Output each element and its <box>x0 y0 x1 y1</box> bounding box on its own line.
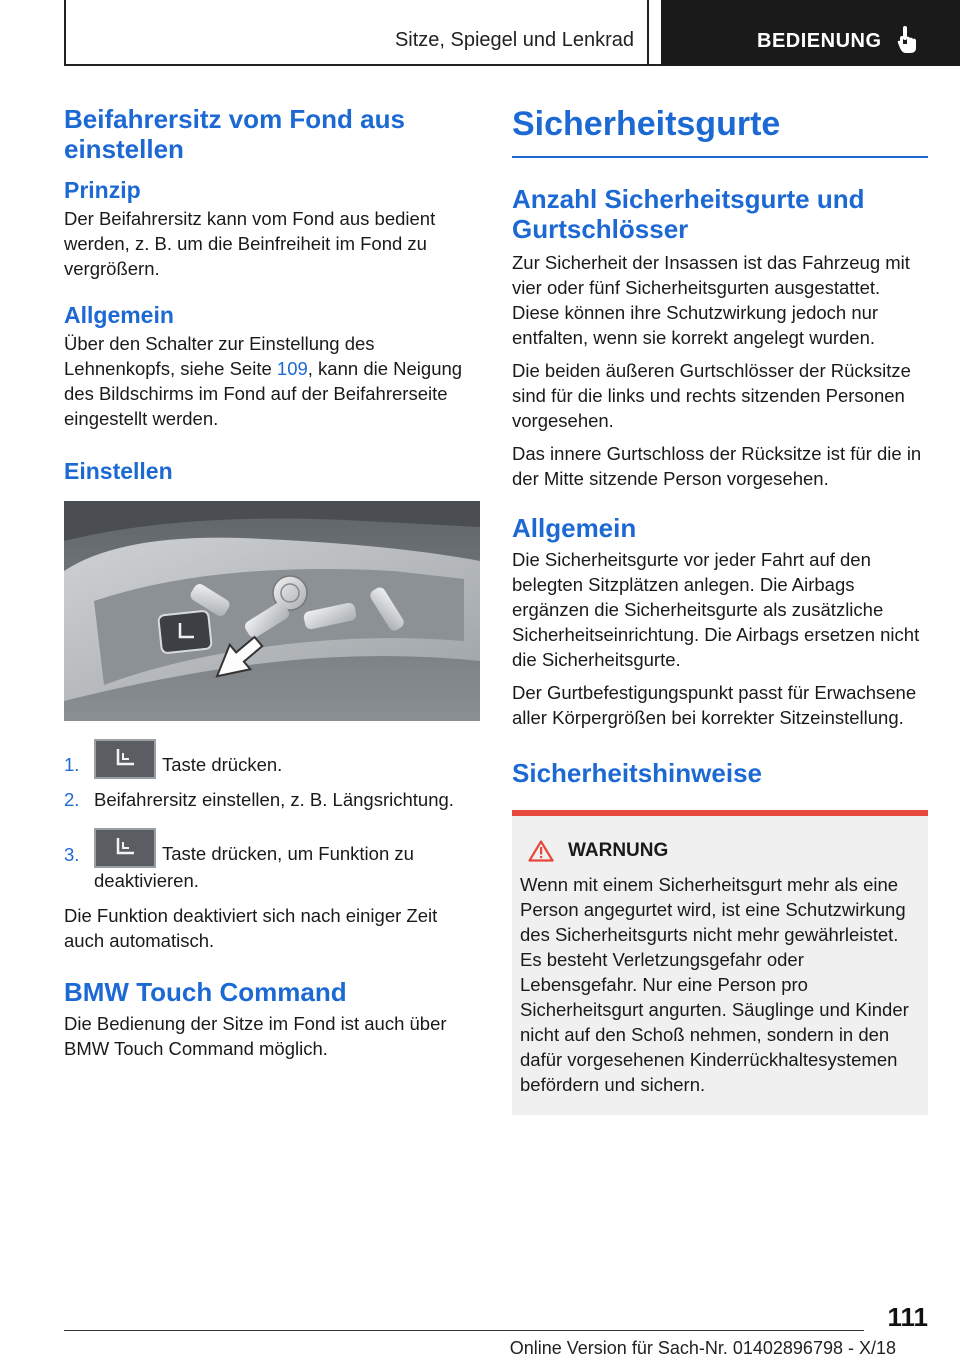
right-column <box>512 104 928 1115</box>
allgemein-text-a: Über den Schalter zur Einstellung des Lehnenkopfs, siehe Seite <box>64 333 375 379</box>
step-number: 1. <box>64 754 80 775</box>
step-number: 3. <box>64 844 80 865</box>
section-title-beifahrersitz: Beifahrersitz vom Fond aus einstellen <box>64 104 405 164</box>
list-item <box>64 828 480 893</box>
heading-sicherheitshinweise: Sicherheitshinweise <box>512 758 762 788</box>
header-chapter-tab <box>661 0 960 66</box>
allgemein-text-left <box>64 331 480 431</box>
page-number: 111 <box>887 1302 928 1332</box>
seat-button-keycap <box>94 828 156 868</box>
steps-list <box>64 739 480 893</box>
seat-controls-illustration <box>64 501 480 721</box>
header-section-title: Sitze, Spiegel und Lenkrad <box>394 29 634 51</box>
seat-icon <box>114 837 138 859</box>
allgemein-p2-right: Der Gurtbefestigungspunkt passt für Erwachsene aller Körpergrößen bei korrekter Sitzeinstellung. <box>512 682 917 728</box>
prinzip-text: Der Beifahrersitz kann vom Fond aus bedient werden, z. B. um die Beinfreiheit im Fond zu vergrößern. <box>64 208 436 279</box>
header-chapter-label: BEDIENUNG <box>757 30 882 52</box>
seat-button-keycap <box>94 739 156 779</box>
footer-online-version: Online Version für Sach-Nr. 01402896798 - X/18 <box>509 1338 896 1358</box>
heading-prinzip: Prinzip <box>64 177 141 203</box>
section-title-sicherheitsgurte: Sicherheitsgurte <box>512 105 781 143</box>
page-link-109[interactable]: 109 <box>276 358 308 379</box>
list-item <box>64 739 480 785</box>
einstellen-note: Die Funktion deaktiviert sich nach einiger Zeit auch automatisch. <box>64 905 438 951</box>
step-text: Beifahrersitz einstellen, z. B. Längsrichtung. <box>94 789 454 810</box>
touch-command-text: Die Bedienung der Sitze im Fond ist auch über BMW Touch Command möglich. <box>64 1013 447 1059</box>
warning-box <box>512 810 928 1115</box>
heading-allgemein-right: Allgemein <box>512 513 637 543</box>
footer-rule <box>64 1330 864 1331</box>
left-column <box>64 104 480 1061</box>
list-item <box>64 787 480 812</box>
heading-bmw-touch-command: BMW Touch Command <box>64 977 347 1007</box>
warning-label: WARNUNG <box>568 840 669 861</box>
heading-einstellen: Einstellen <box>64 458 173 484</box>
allgemein-p1-right: Die Sicherheitsgurte vor jeder Fahrt auf den belegten Sitzplätzen anlegen. Die Airbags ergänzen die Sicherheitsgurte als zusätzliche Sicherheitseinrichtung. Die Airbags ersetzen nicht die Sicherheitsgurte. <box>512 549 920 670</box>
title-rule <box>512 156 928 158</box>
warning-triangle-icon <box>528 840 554 862</box>
seat-icon <box>114 748 138 770</box>
heading-anzahl: Anzahl Sicherheitsgurte und Gurtschlösser <box>512 184 865 244</box>
allgemein-text-b: , kann die Neigung des Bildschirms im Fond auf der Beifahrerseite eingestellt werden. <box>64 358 463 429</box>
anzahl-p2: Die beiden äußeren Gurtschlösser der Rücksitze sind für die links und rechts sitzenden Personen vorgesehen. <box>512 360 911 431</box>
warning-header <box>520 838 920 864</box>
step-text: Taste drücken. <box>162 754 283 775</box>
step-text: Taste drücken, um Funktion zu deaktivieren. <box>94 843 414 891</box>
anzahl-p3: Das innere Gurtschloss der Rücksitze ist für die in der Mitte sitzende Person vorgesehen. <box>512 443 922 489</box>
heading-allgemein-left: Allgemein <box>64 302 174 328</box>
step-number: 2. <box>64 789 80 810</box>
warning-text: Wenn mit einem Sicherheitsgurt mehr als eine Person angegurtet wird, ist eine Schutzwirkung des Sicherheitsgurts nicht mehr gewährleistet. Es besteht Verletzungsgefahr oder Lebensgefahr. Nur eine Person pro Sicherheitsgurt angurten. Säuglinge und Kinder nicht auf den Schoß nehmen, sondern in den dafür vorgesehenen Kinderrückhaltesystemen befördern und sichern. <box>520 874 909 1095</box>
anzahl-p1: Zur Sicherheit der Insassen ist das Fahrzeug mit vier oder fünf Sicherheitsgurten ausgestattet. Diese können ihre Schutzwirkung jedoch nur entfalten, wenn sie korrekt angelegt wurden. <box>512 252 910 348</box>
hand-pointer-icon <box>895 26 921 54</box>
seat-controls-photo <box>64 501 480 721</box>
